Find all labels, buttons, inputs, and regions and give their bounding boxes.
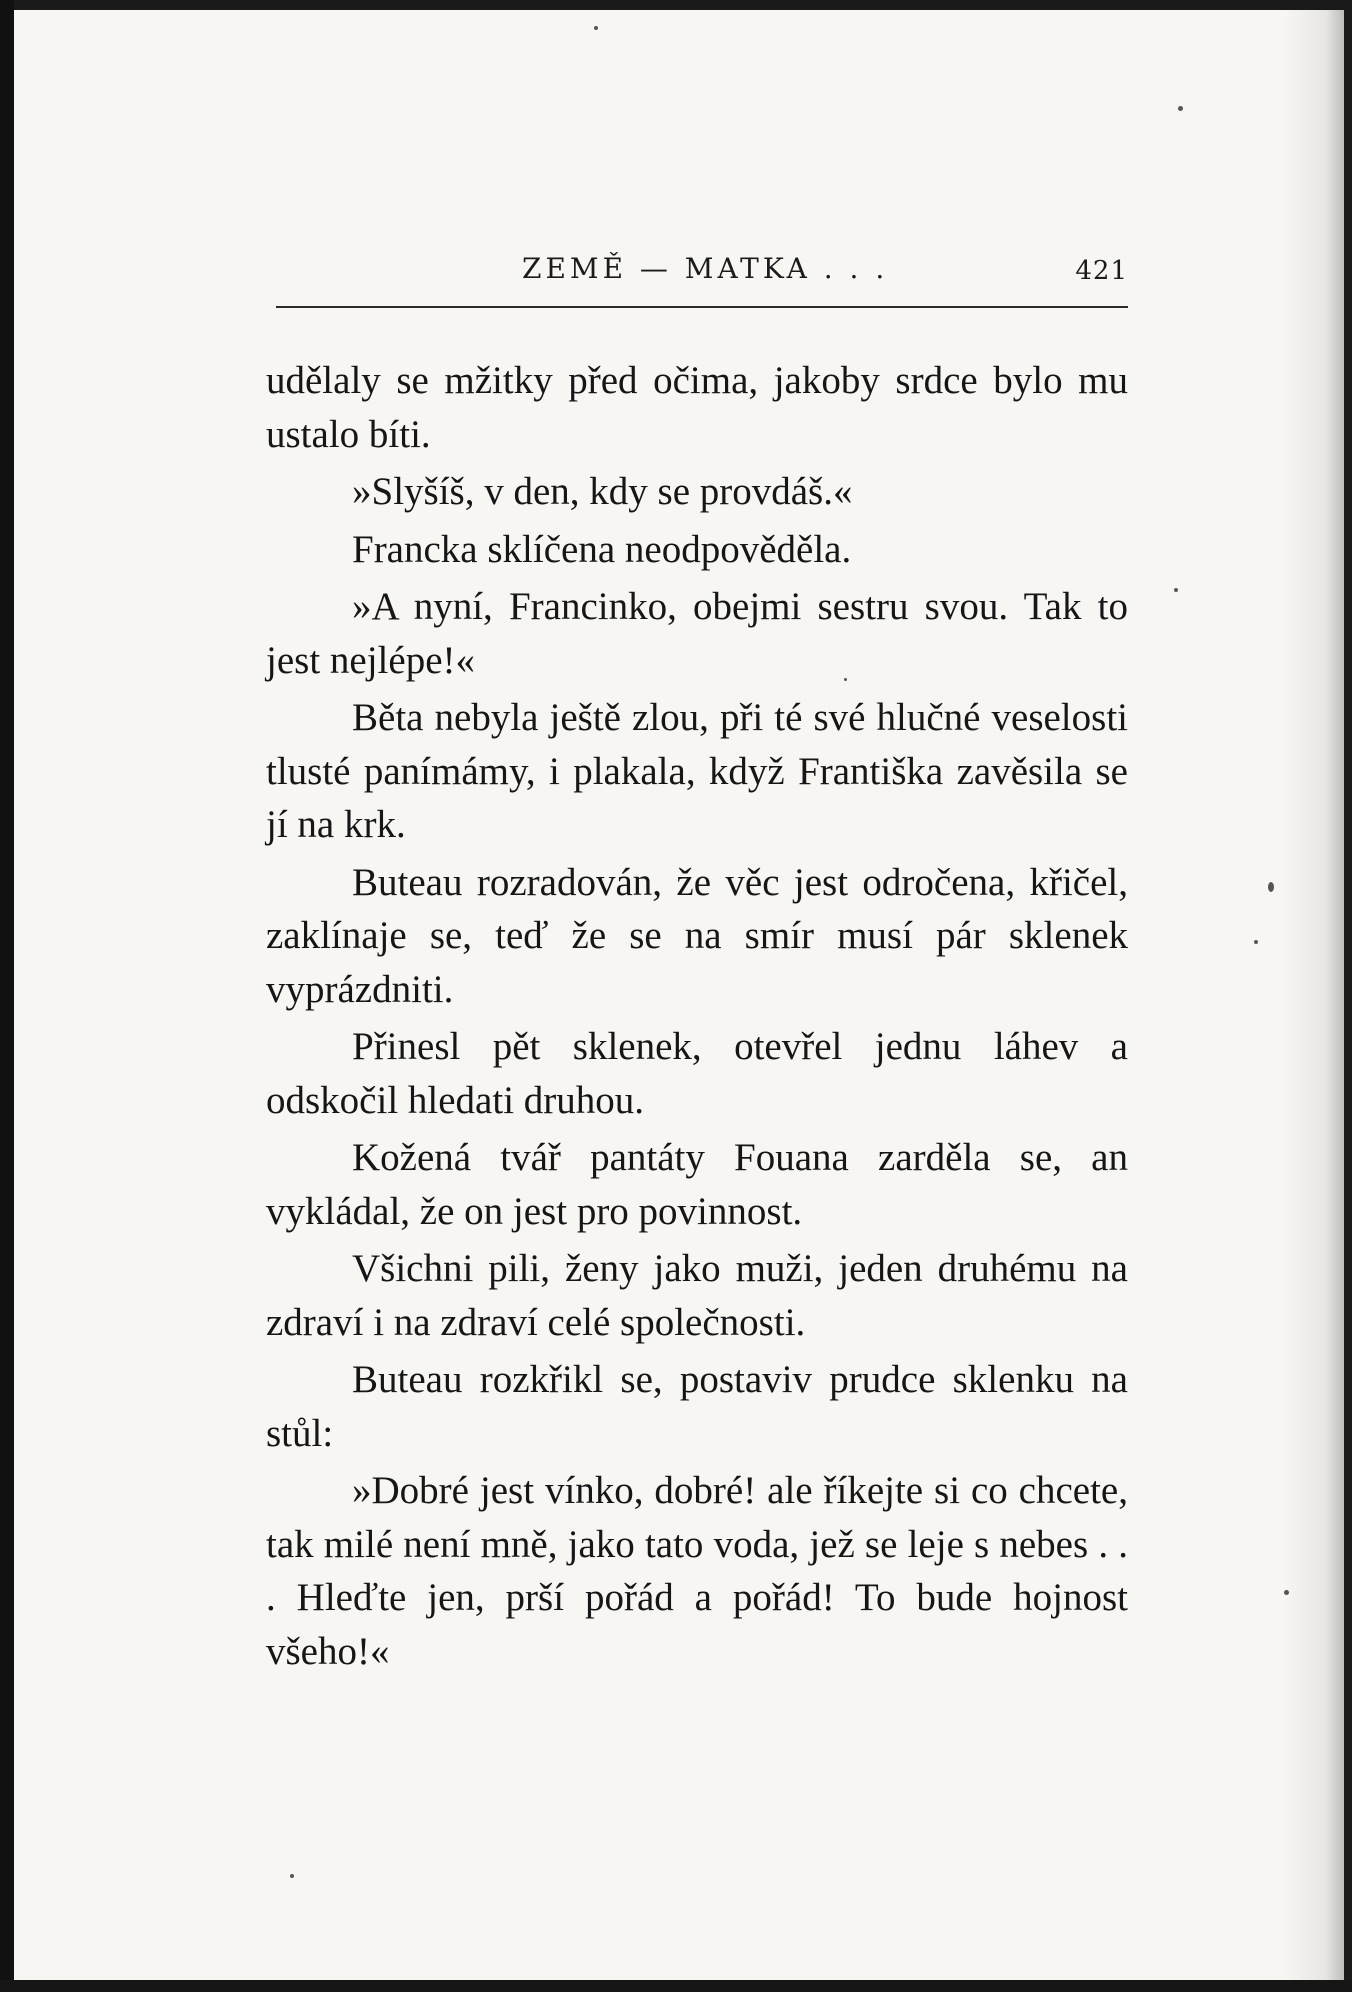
paragraph: Běta nebyla ještě zlou, při té své hlučné veselosti tlusté panímámy, i plakala, když Františka zavěsila se jí na krk. [266, 696, 1128, 846]
paper-speck [1268, 882, 1274, 892]
paper-speck [1174, 588, 1178, 592]
paper-speck [594, 26, 598, 30]
paragraph: Přinesl pět sklenek, otevřel jednu láhev a odskočil hledati druhou. [266, 1025, 1128, 1122]
paragraph: »Slyšíš, v den, kdy se provdáš.« [352, 470, 853, 513]
paper-speck [1254, 940, 1258, 944]
page-gutter-shadow [1284, 10, 1344, 1982]
paper-speck [290, 1874, 294, 1878]
paragraph: udělaly se mžitky před očima, jakoby srdce bylo mu ustalo bíti. [266, 359, 1128, 456]
paragraph: Všichni pili, ženy jako muži, jeden druhému na zdraví i na zdraví celé společnosti. [266, 1247, 1128, 1344]
paragraph: »Dobré jest vínko, dobré! ale říkejte si co chcete, tak milé není mně, jako tato voda, jež se leje s nebes . . . Hleďte jen, prší pořád a pořád! To bude hojnost všeho!« [266, 1469, 1128, 1673]
paragraph: Buteau rozradován, že věc jest odročena, křičel, zaklínaje se, teď že se na smír musí pár sklenek vyprázdniti. [266, 860, 1128, 1011]
paragraph: Buteau rozkřikl se, postaviv prudce sklenku na stůl: [266, 1358, 1128, 1455]
paper-speck [1284, 1590, 1289, 1595]
running-head [276, 248, 1128, 298]
paragraph: Kožená tvář pantáty Fouana zarděla se, an vykládal, že on jest pro povinnost. [266, 1136, 1128, 1233]
page-number: 421 [1075, 256, 1128, 286]
paper-speck [844, 678, 847, 681]
body-text [266, 354, 1128, 1682]
paragraph: Francka sklíčena neodpověděla. [352, 527, 852, 571]
running-head-title: ZEMĚ — MATKA . . . [522, 252, 889, 285]
header-rule [276, 306, 1128, 308]
paragraph: »A nyní, Francinko, obejmi sestru svou. Tak to jest nejlépe!« [266, 585, 1128, 682]
book-page [14, 10, 1344, 1982]
page-bottom-edge [0, 1980, 1352, 1992]
paper-speck [1178, 106, 1183, 111]
page-left-edge [0, 0, 14, 1992]
